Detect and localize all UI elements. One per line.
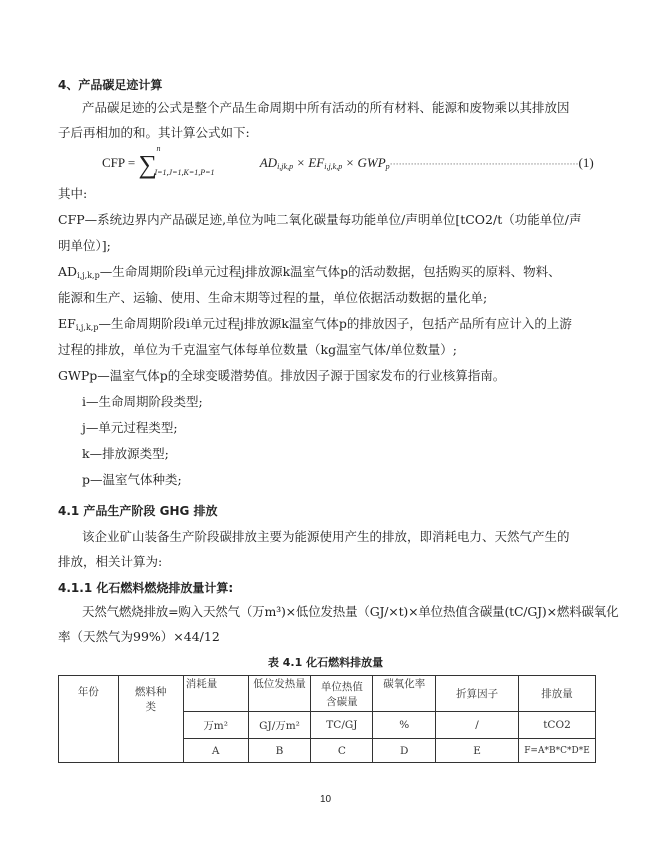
table-header-row xyxy=(59,676,596,712)
def-ad-term: AD xyxy=(58,264,78,279)
def-ef-term: EF xyxy=(58,316,76,331)
header-emissions: 排放量 xyxy=(518,676,595,712)
def-k: k—排放源类型; xyxy=(82,446,169,461)
code-cell: C xyxy=(311,739,373,763)
formula-gwp: × GWP xyxy=(342,155,386,170)
page-number: 10 xyxy=(319,794,332,805)
formula-gwp-sub: p xyxy=(385,162,390,171)
def-ad-sub: i,j,k,p xyxy=(77,271,100,280)
paragraph-line: 该企业矿山装备生产阶段碳排放主要为能源使用产生的排放，即消耗电力、天然气产生的 xyxy=(82,529,570,544)
paragraph-line: 产品碳足迹的公式是整个产品生命周期中所有活动的所有材料、能源和废物乘以其排放因 xyxy=(82,100,570,115)
code-cell: D xyxy=(373,739,436,763)
def-ef-text: —生命周期阶段i单元过程j排放源k温室气体p的排放因子，包括产品所有应计入的上游 xyxy=(98,316,572,331)
header-conversion-factor: 折算因子 xyxy=(436,676,519,712)
formula-ad-sub: i,jk,p xyxy=(277,162,294,171)
paragraph-line: 子后再相加的和。其计算公式如下: xyxy=(58,125,250,140)
def-cfp: CFP—系统边界内产品碳足迹,单位为吨二氧化碳量每功能单位/声明单位[tCO2/t（功能单位/声 xyxy=(58,212,582,227)
unit-cell: GJ/万m² xyxy=(248,712,311,739)
formula-lhs: CFP = xyxy=(102,155,136,170)
paragraph-line: 率（天然气为99%）×44/12 xyxy=(58,629,220,644)
header-oxidation-rate: 碳氧化率 xyxy=(373,676,436,712)
def-gwp: GWPp—温室气体p的全球变暖潜势值。排放因子源于国家发布的行业核算指南。 xyxy=(58,368,506,383)
def-i: i—生命周期阶段类型; xyxy=(82,394,203,409)
header-low-heat-value: 低位发热量 xyxy=(248,676,311,712)
formula-number: (1) xyxy=(578,155,594,170)
header-consumption: 消耗量 xyxy=(183,676,248,712)
leader-dots: ······························································· xyxy=(389,159,579,169)
def-ad-text: —生命周期阶段i单元过程j排放源k温室气体p的活动数据，包括购买的原料、物料、 xyxy=(99,264,561,279)
code-cell: B xyxy=(248,739,311,763)
heading-4-1-1: 4.1.1 化石燃料燃烧排放量计算: xyxy=(58,581,234,595)
sum-lower-limit: I=1,J=1,K=1,P=1 xyxy=(154,168,215,177)
where-label: 其中: xyxy=(58,186,88,201)
formula-1 xyxy=(102,144,594,180)
header-carbon-content: 单位热值含碳量 xyxy=(311,676,373,712)
sigma-symbol: ∑ xyxy=(138,150,158,179)
code-cell: F=A*B*C*D*E xyxy=(518,739,595,763)
unit-cell: / xyxy=(436,712,519,739)
formula-ad: AD xyxy=(259,155,278,170)
heading-4-1: 4.1 产品生产阶段 GHG 排放 xyxy=(58,504,218,518)
def-p: p—温室气体种类; xyxy=(82,472,182,487)
unit-cell: tCO2 xyxy=(518,712,595,739)
def-ef xyxy=(58,316,572,336)
def-ad-cont: 能源和生产、运输、使用、生命末期等过程的量，单位依据活动数据的量化单; xyxy=(58,290,488,305)
sum-upper-limit: n xyxy=(156,144,161,153)
unit-cell: TC/GJ xyxy=(311,712,373,739)
paragraph-line: 排放，相关计算为: xyxy=(58,554,163,569)
formula-ef-sub: i,j,k,p xyxy=(324,162,343,171)
def-cfp-cont: 明单位）]; xyxy=(58,238,111,253)
formula-ef: × EF xyxy=(293,155,325,170)
heading-4: 4、产品碳足迹计算 xyxy=(58,78,163,92)
header-fuel-type: 燃料种类 xyxy=(118,676,183,763)
def-ad xyxy=(58,264,561,284)
unit-cell: 万m² xyxy=(183,712,248,739)
unit-cell: % xyxy=(373,712,436,739)
def-ef-cont: 过程的排放，单位为千克温室气体每单位数量（kg温室气体/单位数量）; xyxy=(58,342,458,357)
table-caption: 表 4.1 化石燃料排放量 xyxy=(267,656,384,669)
code-cell: A xyxy=(183,739,248,763)
code-cell: E xyxy=(436,739,519,763)
header-year: 年份 xyxy=(59,676,119,763)
paragraph-line: 天然气燃烧排放=购入天然气（万m³)×低位发热量（GJ/×t)×单位热值含碳量(tC/GJ)×燃料碳氧化 xyxy=(82,604,619,619)
def-ef-sub: i,j,k,p xyxy=(75,323,99,332)
def-j: j—单元过程类型; xyxy=(82,420,178,435)
fossil-fuel-emissions-table xyxy=(58,675,596,763)
